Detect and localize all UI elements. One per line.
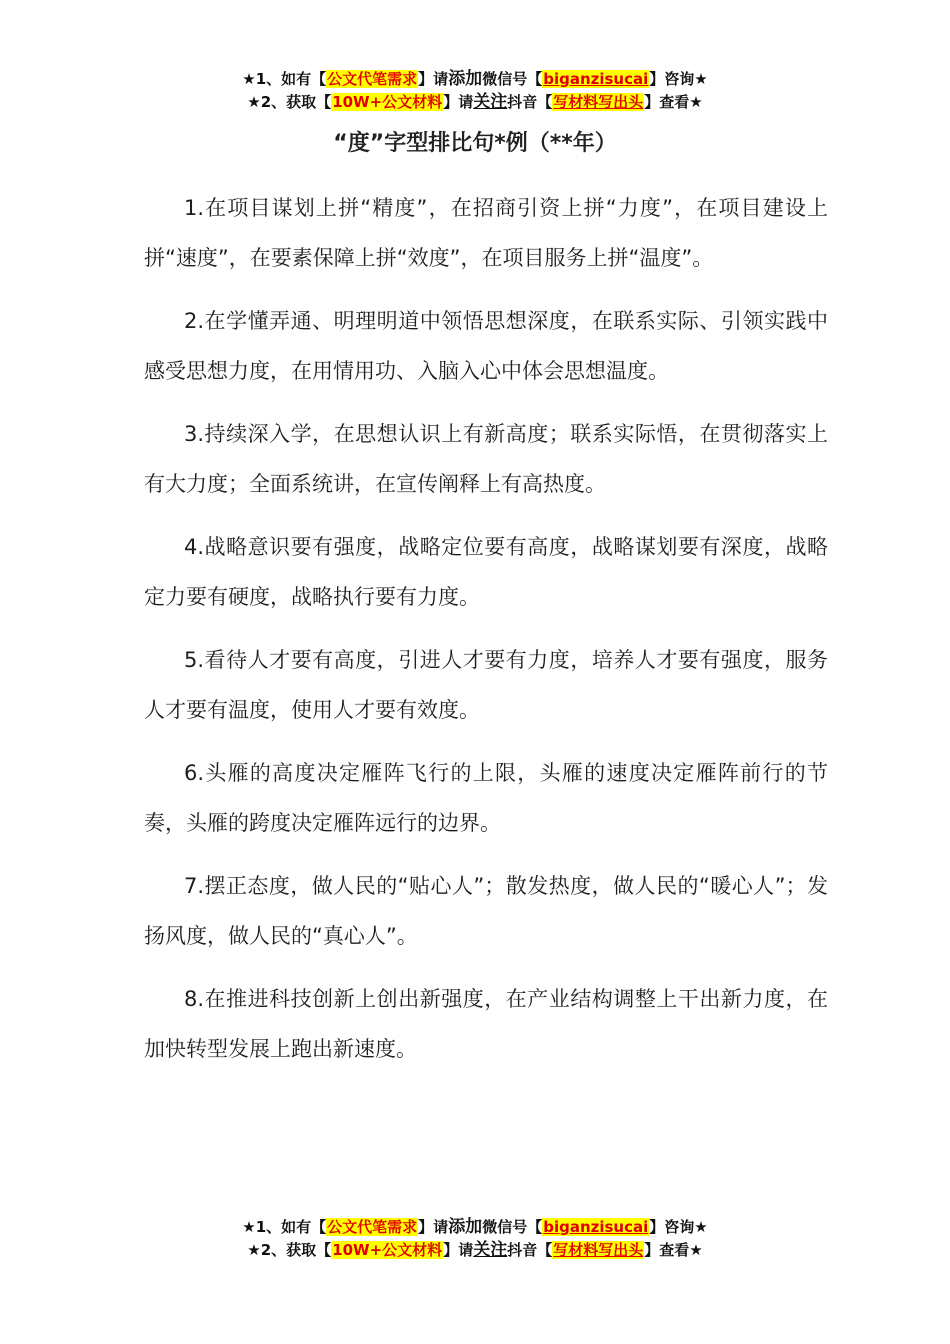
header-line-2-prefix: ★2、获取【 bbox=[247, 93, 332, 111]
ghostwriting-service-highlight: 公文代笔需求 bbox=[327, 70, 418, 88]
footer-wechat-id-highlight[interactable]: biganzisucai bbox=[543, 1218, 649, 1236]
header-line-1-prefix: ★1、如有【 bbox=[242, 70, 327, 88]
footer-line-1-emphasis: 添加 bbox=[448, 1217, 483, 1237]
paragraph-3: 3.持续深入学，在思想认识上有新高度；联系实际悟，在贯彻落实上有大力度；全面系统讲，在宣传阐释上有高热度。 bbox=[144, 422, 828, 496]
footer-douyin-account-highlight[interactable]: 写材料写出头 bbox=[553, 1241, 644, 1259]
footer-line-1-mid: 】请 bbox=[418, 1218, 449, 1236]
footer-line-1-prefix: ★1、如有【 bbox=[242, 1218, 327, 1236]
footer-line-1-mid2: 微信号【 bbox=[482, 1218, 543, 1236]
paragraph-4: 4.战略意识要有强度，战略定位要有高度，战略谋划要有深度，战略定力要有硬度，战略执行要有力度。 bbox=[144, 535, 828, 609]
paragraph-1: 1.在项目谋划上拼“精度”，在招商引资上拼“力度”，在项目建设上拼“速度”，在要素保障上拼“效度”，在项目服务上拼“温度”。 bbox=[144, 196, 828, 270]
footer-line-2-prefix: ★2、获取【 bbox=[247, 1241, 332, 1259]
douyin-account-highlight[interactable]: 写材料写出头 bbox=[553, 93, 644, 111]
paragraph-5: 5.看待人才要有高度，引进人才要有力度，培养人才要有强度，服务人才要有温度，使用人才要有效度。 bbox=[144, 648, 828, 722]
footer-line-2-mid2: 抖音【 bbox=[507, 1241, 553, 1259]
footer-line-2-suffix: 】查看★ bbox=[644, 1241, 703, 1259]
header-banner bbox=[0, 68, 950, 114]
footer-line-2-mid: 】请 bbox=[443, 1241, 474, 1259]
document-title: “度”字型排比句*例（**年） bbox=[333, 131, 617, 156]
header-line-2-emphasis: 关注 bbox=[473, 92, 508, 112]
wechat-id-highlight[interactable]: biganzisucai bbox=[543, 70, 649, 88]
paragraph-2: 2.在学懂弄通、明理明道中领悟思想深度，在联系实际、引领实践中感受思想力度，在用情用功、入脑入心中体会思想温度。 bbox=[144, 309, 828, 383]
header-line-2-mid2: 抖音【 bbox=[507, 93, 553, 111]
footer-ghostwriting-highlight: 公文代笔需求 bbox=[327, 1218, 418, 1236]
header-line-1-suffix: 】咨询★ bbox=[649, 70, 708, 88]
paragraph-8: 8.在推进科技创新上创出新强度，在产业结构调整上干出新力度，在加快转型发展上跑出新速度。 bbox=[144, 987, 828, 1061]
footer-line-2-emphasis: 关注 bbox=[473, 1240, 508, 1260]
footer-line-1 bbox=[0, 1216, 950, 1239]
header-line-1 bbox=[0, 68, 950, 91]
paragraph-6: 6.头雁的高度决定雁阵飞行的上限，头雁的速度决定雁阵前行的节奏，头雁的跨度决定雁阵远行的边界。 bbox=[144, 761, 828, 835]
header-line-1-mid2: 微信号【 bbox=[482, 70, 543, 88]
header-line-1-emphasis: 添加 bbox=[448, 69, 483, 89]
footer-line-2 bbox=[0, 1239, 950, 1262]
header-line-2 bbox=[0, 91, 950, 114]
document-body bbox=[144, 183, 828, 1087]
header-line-2-suffix: 】查看★ bbox=[644, 93, 703, 111]
footer-line-1-suffix: 】咨询★ bbox=[649, 1218, 708, 1236]
footer-materials-highlight: 10W+公文材料 bbox=[332, 1241, 443, 1259]
paragraph-7: 7.摆正态度，做人民的“贴心人”；散发热度，做人民的“暖心人”；发扬风度，做人民的“真心人”。 bbox=[144, 874, 828, 948]
header-line-1-mid: 】请 bbox=[418, 70, 449, 88]
footer-banner bbox=[0, 1216, 950, 1262]
materials-highlight: 10W+公文材料 bbox=[332, 93, 443, 111]
header-line-2-mid: 】请 bbox=[443, 93, 474, 111]
